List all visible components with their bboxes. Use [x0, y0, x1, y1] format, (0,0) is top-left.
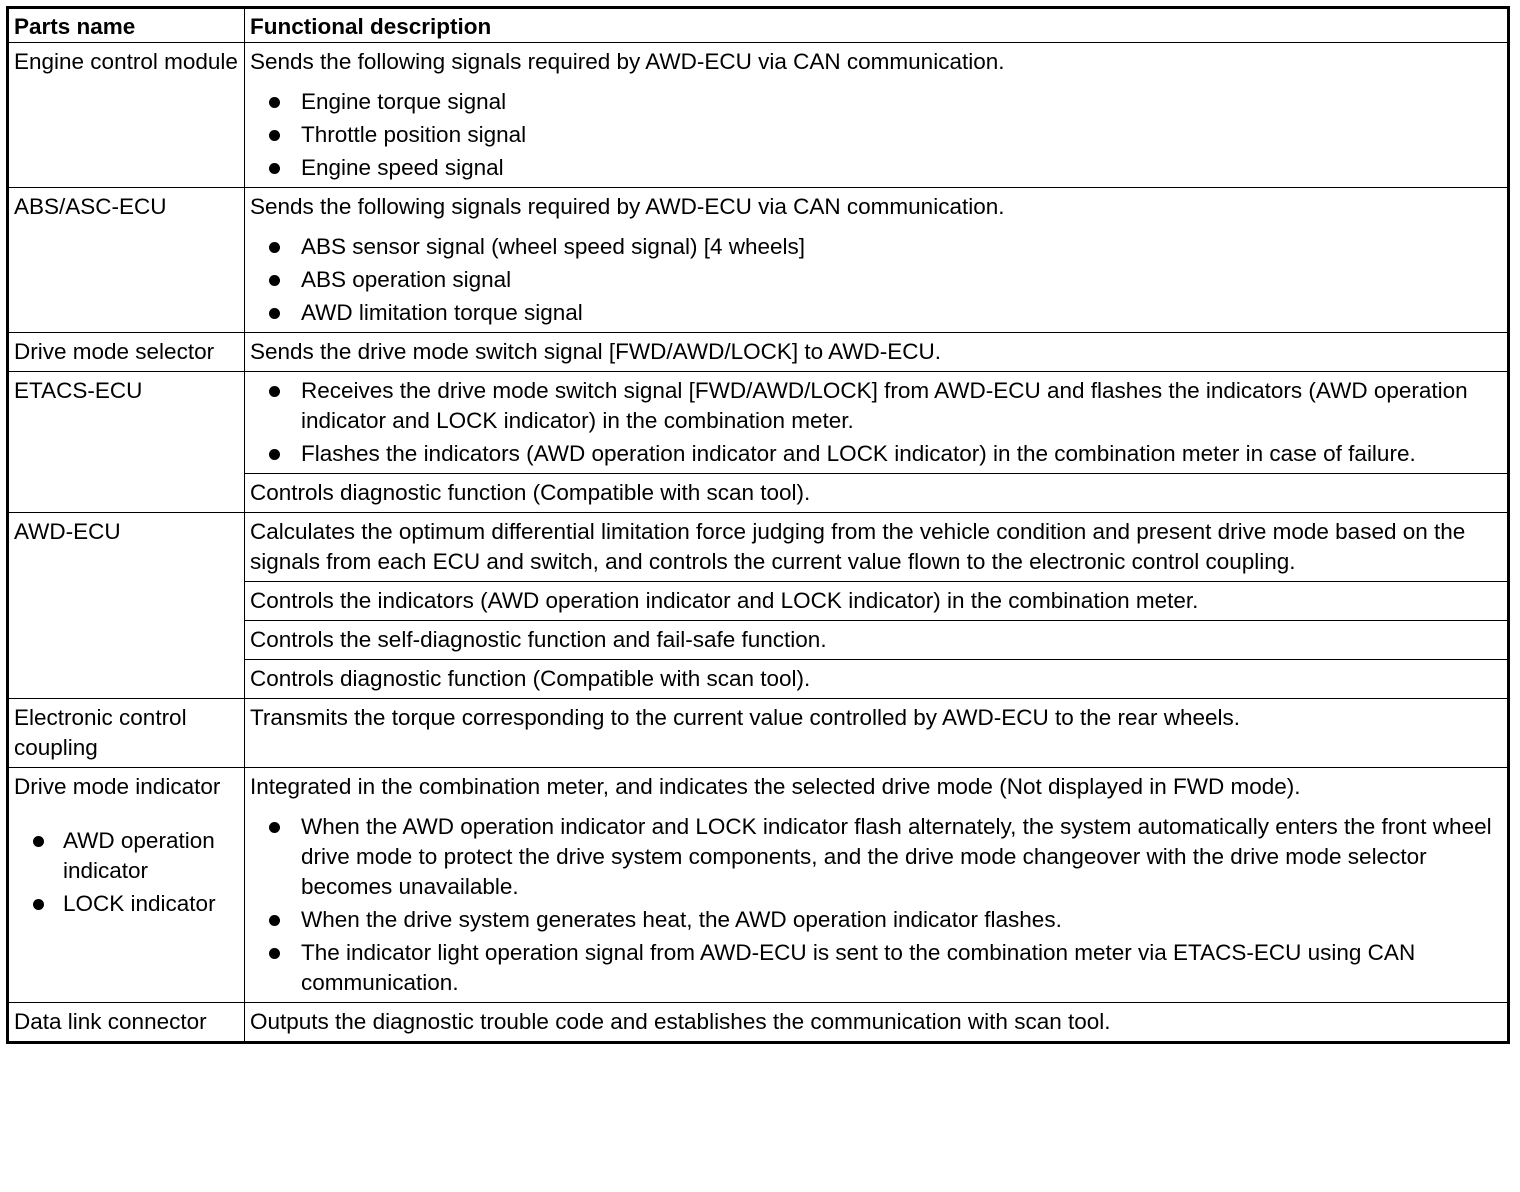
list-item-text: AWD operation indicator: [63, 828, 215, 883]
list-item: [14, 826, 240, 886]
list-item: [14, 889, 240, 919]
list-item-text: When the AWD operation indicator and LOCK indicator flash alternately, the system automatically enters the front wheel drive mode to protect the drive system components, and the drive mode changeover with the drive mode selector becomes unavailable.: [301, 814, 1492, 899]
parts-function-table: [6, 6, 1510, 1044]
list-item-text: Engine torque signal: [301, 89, 507, 114]
part-name: Electronic control coupling: [8, 699, 245, 768]
table-row: [8, 1003, 1509, 1043]
table-row: [8, 333, 1509, 372]
function-list: [250, 812, 1503, 998]
functional-description: Controls diagnostic function (Compatible with scan tool).: [245, 474, 1509, 513]
bullet-icon: [269, 948, 280, 959]
header-functional-description: Functional description: [245, 8, 1509, 43]
table-row: [8, 699, 1509, 768]
description-text: Sends the following signals required by AWD-ECU via CAN communication.: [250, 49, 1005, 74]
part-name: AWD-ECU: [8, 513, 245, 699]
part-name: Data link connector: [8, 1003, 245, 1043]
functional-description: Controls the self-diagnostic function and fail-safe function.: [245, 621, 1509, 660]
list-item-text: Throttle position signal: [301, 122, 527, 147]
document-page: [6, 6, 1507, 1044]
functional-description: [245, 188, 1509, 333]
part-name: Drive mode indicator: [14, 774, 221, 799]
functional-description: [245, 768, 1509, 1003]
bullet-icon: [269, 275, 280, 286]
table-row: [8, 768, 1509, 1003]
function-list: [250, 376, 1503, 469]
description-text: Integrated in the combination meter, and indicates the selected drive mode (Not displayed in FWD mode).: [250, 774, 1301, 799]
list-item: [250, 153, 1503, 183]
description-text: Sends the following signals required by AWD-ECU via CAN communication.: [250, 194, 1005, 219]
list-item: [250, 376, 1503, 436]
bullet-icon: [269, 163, 280, 174]
list-item-text: Engine speed signal: [301, 155, 504, 180]
functional-description: Calculates the optimum differential limitation force judging from the vehicle condition and present drive mode based on the signals from each ECU and switch, and controls the current value flown to the electronic control coupling.: [245, 513, 1509, 582]
list-item-text: AWD limitation torque signal: [301, 300, 583, 325]
functional-description: Controls diagnostic function (Compatible with scan tool).: [245, 660, 1509, 699]
bullet-icon: [269, 308, 280, 319]
list-item-text: ABS operation signal: [301, 267, 512, 292]
bullet-icon: [269, 386, 280, 397]
bullet-icon: [269, 130, 280, 141]
functional-description: Outputs the diagnostic trouble code and establishes the communication with scan tool.: [245, 1003, 1509, 1043]
list-item-text: LOCK indicator: [63, 891, 216, 916]
list-item: [250, 232, 1503, 262]
indicator-list: [14, 826, 240, 919]
list-item: [250, 938, 1503, 998]
functional-description: [245, 372, 1509, 474]
part-name: Engine control module: [8, 43, 245, 188]
bullet-icon: [269, 822, 280, 833]
list-item-text: When the drive system generates heat, the AWD operation indicator flashes.: [301, 907, 1062, 932]
bullet-icon: [269, 242, 280, 253]
bullet-icon: [269, 449, 280, 460]
functional-description: Controls the indicators (AWD operation indicator and LOCK indicator) in the combination meter.: [245, 582, 1509, 621]
list-item: [250, 120, 1503, 150]
signal-list: [250, 232, 1503, 328]
part-name: Drive mode selector: [8, 333, 245, 372]
bullet-icon: [269, 97, 280, 108]
bullet-icon: [33, 899, 44, 910]
list-item-text: The indicator light operation signal from AWD-ECU is sent to the combination meter via ETACS-ECU using CAN communication.: [301, 940, 1416, 995]
list-item: [250, 905, 1503, 935]
signal-list: [250, 87, 1503, 183]
part-name: ETACS-ECU: [8, 372, 245, 513]
list-item: [250, 87, 1503, 117]
table-row: [8, 372, 1509, 474]
list-item-text: ABS sensor signal (wheel speed signal) [4 wheels]: [301, 234, 806, 259]
table-row: [8, 43, 1509, 188]
functional-description: Transmits the torque corresponding to the current value controlled by AWD-ECU to the rear wheels.: [245, 699, 1509, 768]
functional-description: Sends the drive mode switch signal [FWD/AWD/LOCK] to AWD-ECU.: [245, 333, 1509, 372]
table-header-row: [8, 8, 1509, 43]
part-name: ABS/ASC-ECU: [8, 188, 245, 333]
bullet-icon: [269, 915, 280, 926]
header-parts-name: Parts name: [8, 8, 245, 43]
table-row: [8, 513, 1509, 582]
table-row: [8, 188, 1509, 333]
functional-description: [245, 43, 1509, 188]
part-name-cell: [8, 768, 245, 1003]
list-item: [250, 265, 1503, 295]
list-item-text: Receives the drive mode switch signal [FWD/AWD/LOCK] from AWD-ECU and flashes the indicators (AWD operation indicator and LOCK indicator) in the combination meter.: [301, 378, 1468, 433]
list-item: [250, 439, 1503, 469]
bullet-icon: [33, 836, 44, 847]
list-item: [250, 298, 1503, 328]
list-item-text: Flashes the indicators (AWD operation indicator and LOCK indicator) in the combination meter in case of failure.: [301, 441, 1416, 466]
list-item: [250, 812, 1503, 902]
